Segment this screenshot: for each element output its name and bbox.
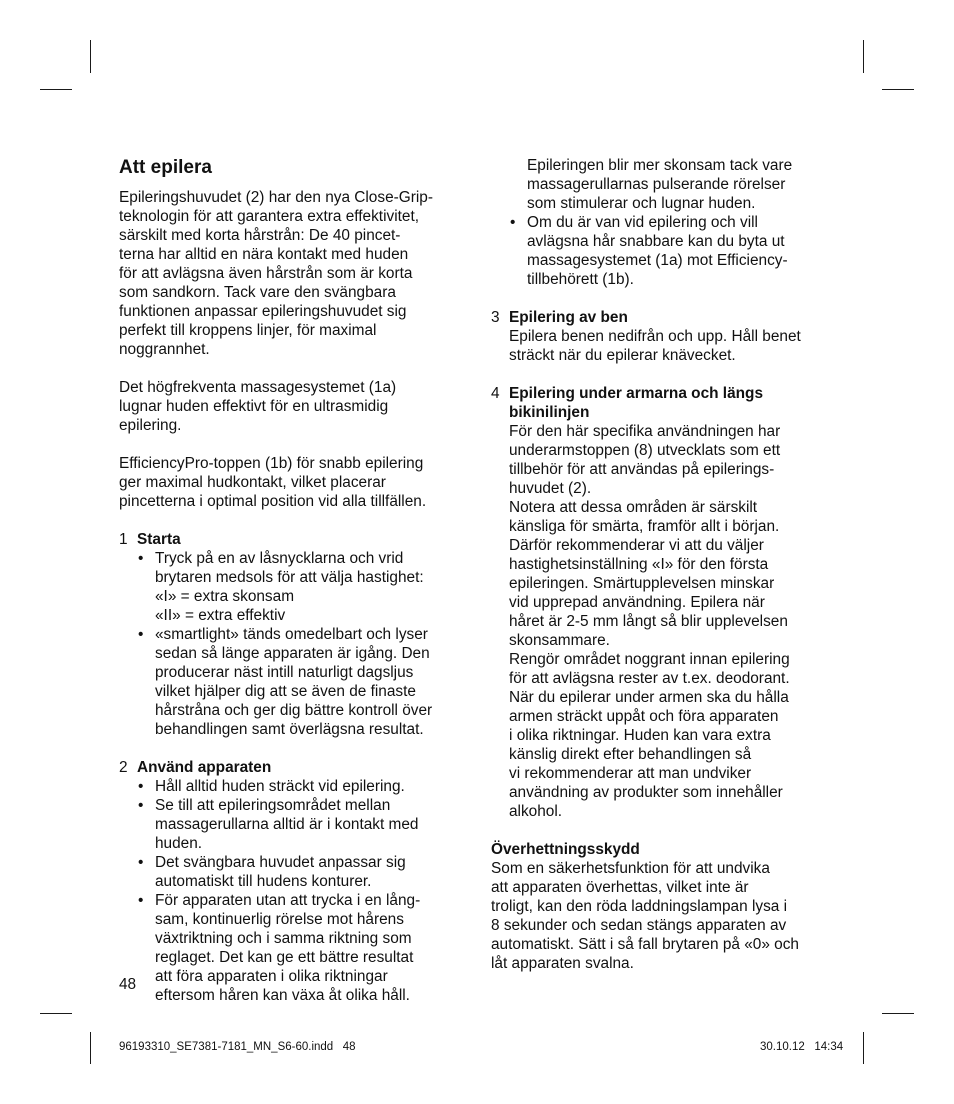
crop-mark [863, 1032, 864, 1064]
section-heading: Använd apparaten [137, 759, 272, 776]
list-item-continuation: Epileringen blir mer skonsam tack vare massagerullarnas pulserande rörelser som stimulerar och lugnar huden. [527, 157, 793, 212]
paragraph-massage-system: Det högfrekventa massagesystemet (1a) lugnar huden effektivt för en ultrasmidig epilering. [119, 379, 397, 434]
crop-mark [863, 40, 864, 73]
crop-mark [90, 40, 91, 73]
section-heading: Epilering under armarna och längs bikinilinjen [509, 385, 764, 421]
list-item: • För apparaten utan att trycka i en lång- sam, kontinuerlig rörelse mot hårens växtriktning och i samma riktning som reglaget. Det kan ge ett bättre resultat att föra apparaten i olika riktningar eftersom håren kan växa åt olika håll. [137, 891, 474, 1005]
right-column [491, 156, 846, 973]
page-title: Att epilera [119, 157, 212, 178]
section-armarna-bikinilinjen: 4 Epilering under armarna och längs bikinilinjen För den här specifika användningen har underarmstoppen (8) utvecklats som ett tillbehör för att användas på epilerings- huvudet (2). Notera att dessa områden är särskilt känsliga för smärta, framför allt i början. Därför rekommenderar vi att du väljer hastighetsinställning «I» för den första epileringen. Smärtupplevelsen minskar vid upprepad användning. Epilera när håret är 2-5 mm långt så blir upplevelsen skonsammare. Rengör området noggrant innan epilering för att avlägsna rester av t.ex. deodorant. När du epilerar under armen ska du hålla armen sträckt uppåt och föra apparaten i olika riktningar. Huden kan vara extra känslig direkt efter behandlingen så vi rekommenderar att man undviker användning av produkter som innehåller alkohol. [491, 385, 790, 820]
paragraph-efficiencypro: EfficiencyPro-toppen (1b) för snabb epilering ger maximal hudkontakt, vilket placerar pincetterna i optimal position vid alla tillfällen. [119, 455, 427, 510]
list-item: • Håll alltid huden sträckt vid epilering. [137, 777, 474, 796]
left-column [119, 188, 474, 1005]
section-number: 4 [491, 385, 500, 402]
crop-mark [90, 1032, 91, 1064]
section-epilering-av-ben: 3 Epilering av ben Epilera benen nedifrån och upp. Håll benet sträckt när du epilerar knävecket. [491, 309, 801, 364]
section-starta [119, 530, 474, 739]
crop-mark [40, 1013, 72, 1014]
list-item: • Tryck på en av låsnycklarna och vrid brytaren medsols för att välja hastighet: «I» = extra skonsam «II» = extra effektiv [137, 549, 474, 625]
page-number: 48 [119, 976, 137, 993]
crop-mark [40, 89, 72, 90]
section-number: 2 [119, 759, 128, 776]
footer-timestamp: 30.10.12 14:34 [760, 1041, 844, 1053]
list-item: • Se till att epileringsområdet mellan massagerullarna alltid är i kontakt med huden. [137, 796, 474, 853]
footer-file-info: 96193310_SE7381-7181_MN_S6-60.indd 48 [119, 1041, 356, 1053]
crop-mark [882, 1013, 914, 1014]
section-overhettningsskydd: Överhettningsskydd Som en säkerhetsfunktion för att undvika att apparaten överhettas, vilket inte är troligt, kan den röda laddningslampan lysa i 8 sekunder och sedan stängs apparaten av automatiskt. Sätt i så fall brytaren på «0» och låt apparaten svalna. [491, 841, 799, 972]
list-item: • «smartlight» tänds omedelbart och lyser sedan så länge apparaten är igång. Den producerar näst intill naturligt dagsljus vilket hjälper dig att se även de finaste hårstråna och ger dig bättre kontroll över behandlingen samt överlägsna resultat. [137, 625, 474, 739]
list-item: • Om du är van vid epilering och vill avlägsna hår snabbare kan du byta ut massagesystemet (1a) mot Efficiency- tillbehörett (1b). [509, 213, 846, 289]
section-anvand-apparaten [119, 758, 474, 1005]
section-number: 3 [491, 309, 500, 326]
section-number: 1 [119, 531, 128, 548]
section-heading: Starta [137, 531, 181, 548]
section-heading: Epilering av ben [509, 309, 628, 326]
crop-mark [882, 89, 914, 90]
list-item: • Det svängbara huvudet anpassar sig automatiskt till hudens konturer. [137, 853, 474, 891]
section-heading: Överhettningsskydd [491, 841, 640, 858]
paragraph-close-grip: Epileringshuvudet (2) har den nya Close-Grip- teknologin för att garantera extra effektivitet, särskilt med korta hårstrån: De 40 pincet- terna har alltid en nära kontakt med huden för att avlägsna även hårstrån som är korta som sandkorn. Tack vare den svängbara funktionen anpassar epileringshuvudet sig perfekt till kroppens linjer, för maximal noggrannhet. [119, 189, 433, 358]
